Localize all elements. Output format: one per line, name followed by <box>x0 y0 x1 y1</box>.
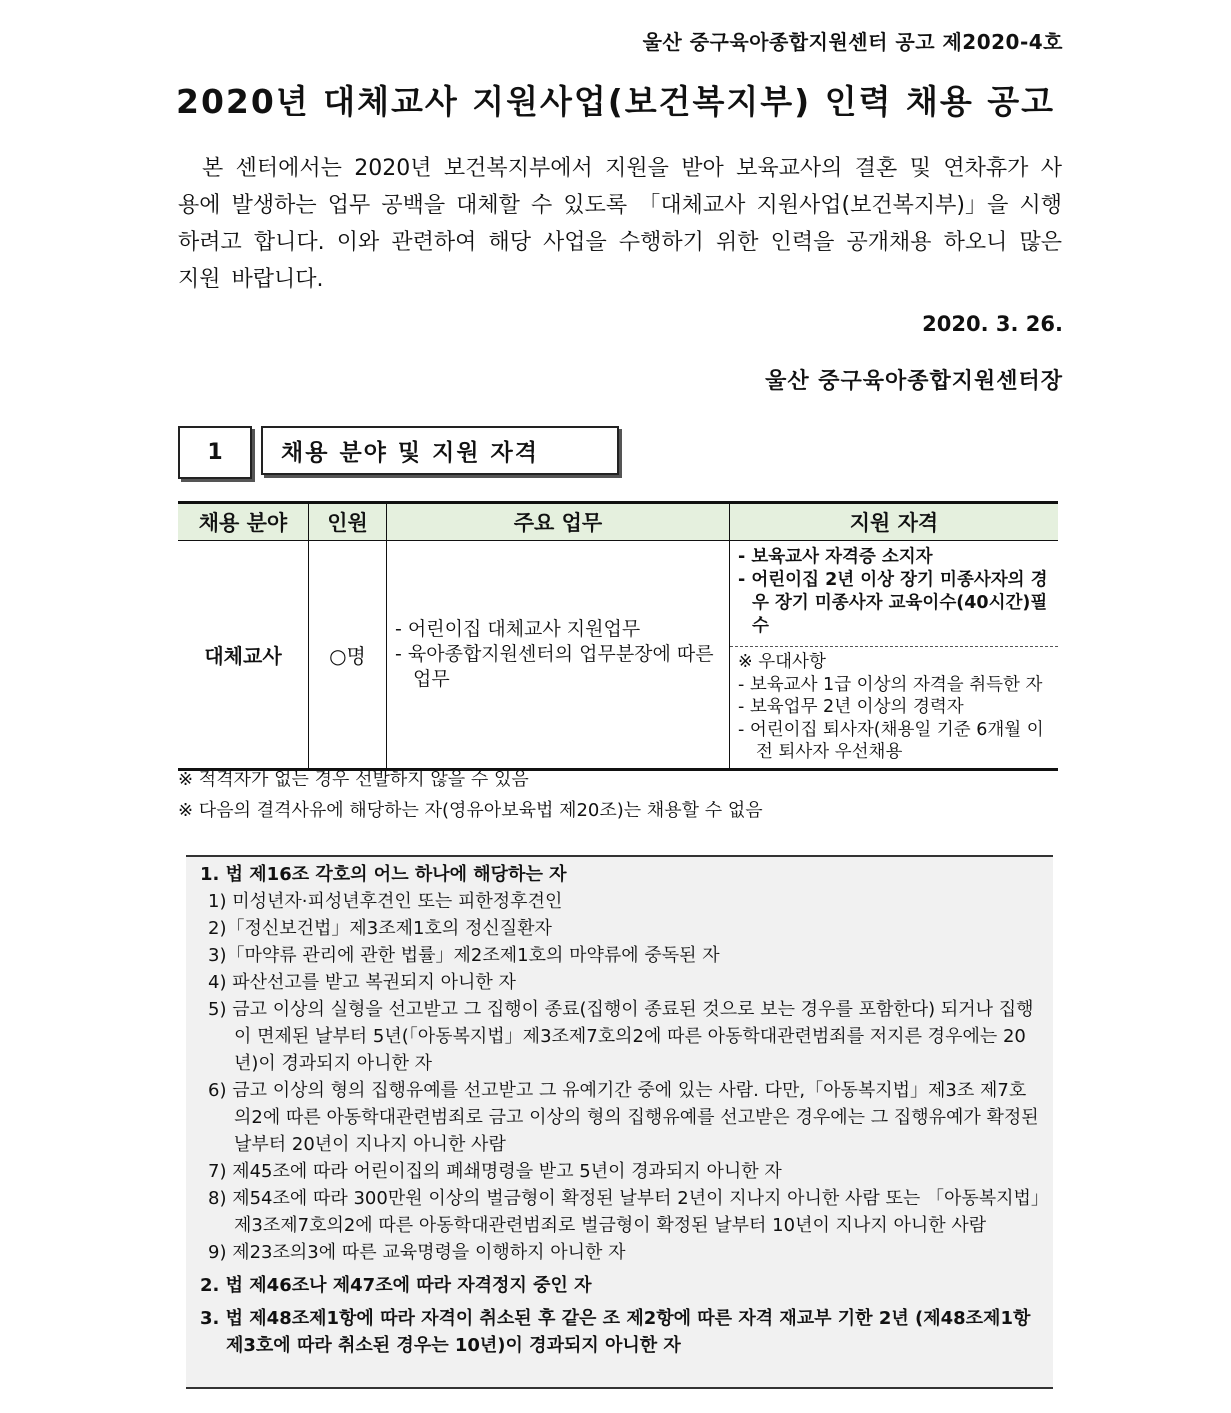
header-field: 채용 분야 <box>178 503 309 541</box>
cell-qualifications <box>730 541 1059 770</box>
cell-count: ○명 <box>309 541 387 770</box>
preference-item: - 어린이집 퇴사자(채용일 기준 6개월 이전 퇴사자 우선채용 <box>738 719 1044 762</box>
preference-item: - 보육업무 2년 이상의 경력자 <box>738 697 964 717</box>
note-item: ※ 적격자가 없는 경우 선발하지 않을 수 있음 <box>178 769 529 790</box>
duty-item: - 어린이집 대체교사 지원업무 <box>395 617 641 640</box>
header-qualifications: 지원 자격 <box>730 503 1059 541</box>
disqualification-item: 2. 법 제46조나 제47조에 따라 자격정지 중인 자 <box>200 1275 592 1296</box>
disqualification-subitem: 6) 금고 이상의 형의 집행유예를 선고받고 그 유예기간 중에 있는 사람. 다만,「아동복지법」제3조 제7호의2에 따른 아동학대관련범죄로 금고 이상의 형의 집행유예를 선고받은 경우에는 그 집행유예가 확정된 날부터 20년이 지나지 아니한 사람 <box>208 1080 1039 1155</box>
notes <box>178 764 763 826</box>
cell-duties <box>387 541 730 770</box>
section-title: 채용 분야 및 지원 자격 <box>261 426 619 475</box>
disqualification-box <box>186 855 1053 1389</box>
header-duties: 주요 업무 <box>387 503 730 541</box>
disqualification-subitem: 7) 제45조에 따라 어린이집의 폐쇄명령을 받고 5년이 경과되지 아니한 자 <box>208 1161 782 1182</box>
disqualification-item: 3. 법 제48조제1항에 따라 자격이 취소된 후 같은 조 제2항에 따른 자격 재교부 기한 2년 (제48조제1항제3호에 따라 취소된 경우는 10년)이 경과되지 아니한 자 <box>200 1308 1031 1356</box>
disqualification-subitem: 5) 금고 이상의 실형을 선고받고 그 집행이 종료(집행이 종료된 것으로 보는 경우를 포함한다) 되거나 집행이 면제된 날부터 5년(「아동복지법」제3조제7호의2에 따른 아동학대관련범죄를 저지른 경우에는 20년)이 경과되지 아니한 자 <box>208 999 1034 1074</box>
notice-number: 울산 중구육아종합지원센터 공고 제2020-4호 <box>642 30 1063 54</box>
preference-item: - 보육교사 1급 이상의 자격을 취득한 자 <box>738 674 1043 695</box>
preferences <box>730 647 1058 768</box>
requirement-item: - 어린이집 2년 이상 장기 미종사자의 경우 장기 미종사자 교육이수(40시간)필수 <box>738 570 1048 636</box>
recruitment-table <box>178 501 1058 771</box>
disqualification-subitem: 9) 제23조의3에 따른 교육명령을 이행하지 아니한 자 <box>208 1242 626 1263</box>
disqualification-subitem: 1) 미성년자·피성년후견인 또는 피한정후견인 <box>208 891 563 912</box>
disqualification-item: 1. 법 제16조 각호의 어느 하나에 해당하는 자 <box>200 864 567 885</box>
disqualification-subitem: 8) 제54조에 따라 300만원 이상의 벌금형이 확정된 날부터 2년이 지나지 아니한 사람 또는 「아동복지법」제3조제7호의2에 따른 아동학대관련범죄로 벌금형이 확정된 날부터 10년이 지나지 아니한 사람 <box>208 1188 1040 1236</box>
note-item: ※ 다음의 결격사유에 해당하는 자(영유아보육법 제20조)는 채용할 수 없음 <box>178 800 763 821</box>
cell-field: 대체교사 <box>178 541 309 770</box>
section-number: 1 <box>178 426 252 479</box>
requirement-item: - 보육교사 자격증 소지자 <box>738 547 933 567</box>
duty-item: - 육아종합지원센터의 업무분장에 따른 업무 <box>395 642 714 690</box>
table-header-row <box>178 503 1058 541</box>
disqualification-subitem: 3)「마약류 관리에 관한 법률」제2조제1호의 마약류에 중독된 자 <box>208 945 720 966</box>
disqualification-subitem: 2)「정신보건법」제3조제1호의 정신질환자 <box>208 918 552 939</box>
disqualification-subitem: 4) 파산선고를 받고 복권되지 아니한 자 <box>208 972 516 993</box>
preference-title: ※ 우대사항 <box>738 652 826 672</box>
page-title: 2020년 대체교사 지원사업(보건복지부) 인력 채용 공고 <box>175 82 1055 121</box>
intro-paragraph <box>178 150 1062 298</box>
requirements <box>730 541 1058 647</box>
header-count: 인원 <box>309 503 387 541</box>
intro-text: 본 센터에서는 2020년 보건복지부에서 지원을 받아 보육교사의 결혼 및 연차휴가 사용에 발생하는 업무 공백을 대체할 수 있도록 「대체교사 지원사업(보건복지부)」을 시행하려고 합니다. 이와 관련하여 해당 사업을 수행하기 위한 인력을 공개채용 하오니 많은 지원 바랍니다. <box>178 156 1062 292</box>
table-row <box>178 541 1058 770</box>
notice-date: 2020. 3. 26. <box>922 312 1063 336</box>
issuer: 울산 중구육아종합지원센터장 <box>765 369 1063 394</box>
